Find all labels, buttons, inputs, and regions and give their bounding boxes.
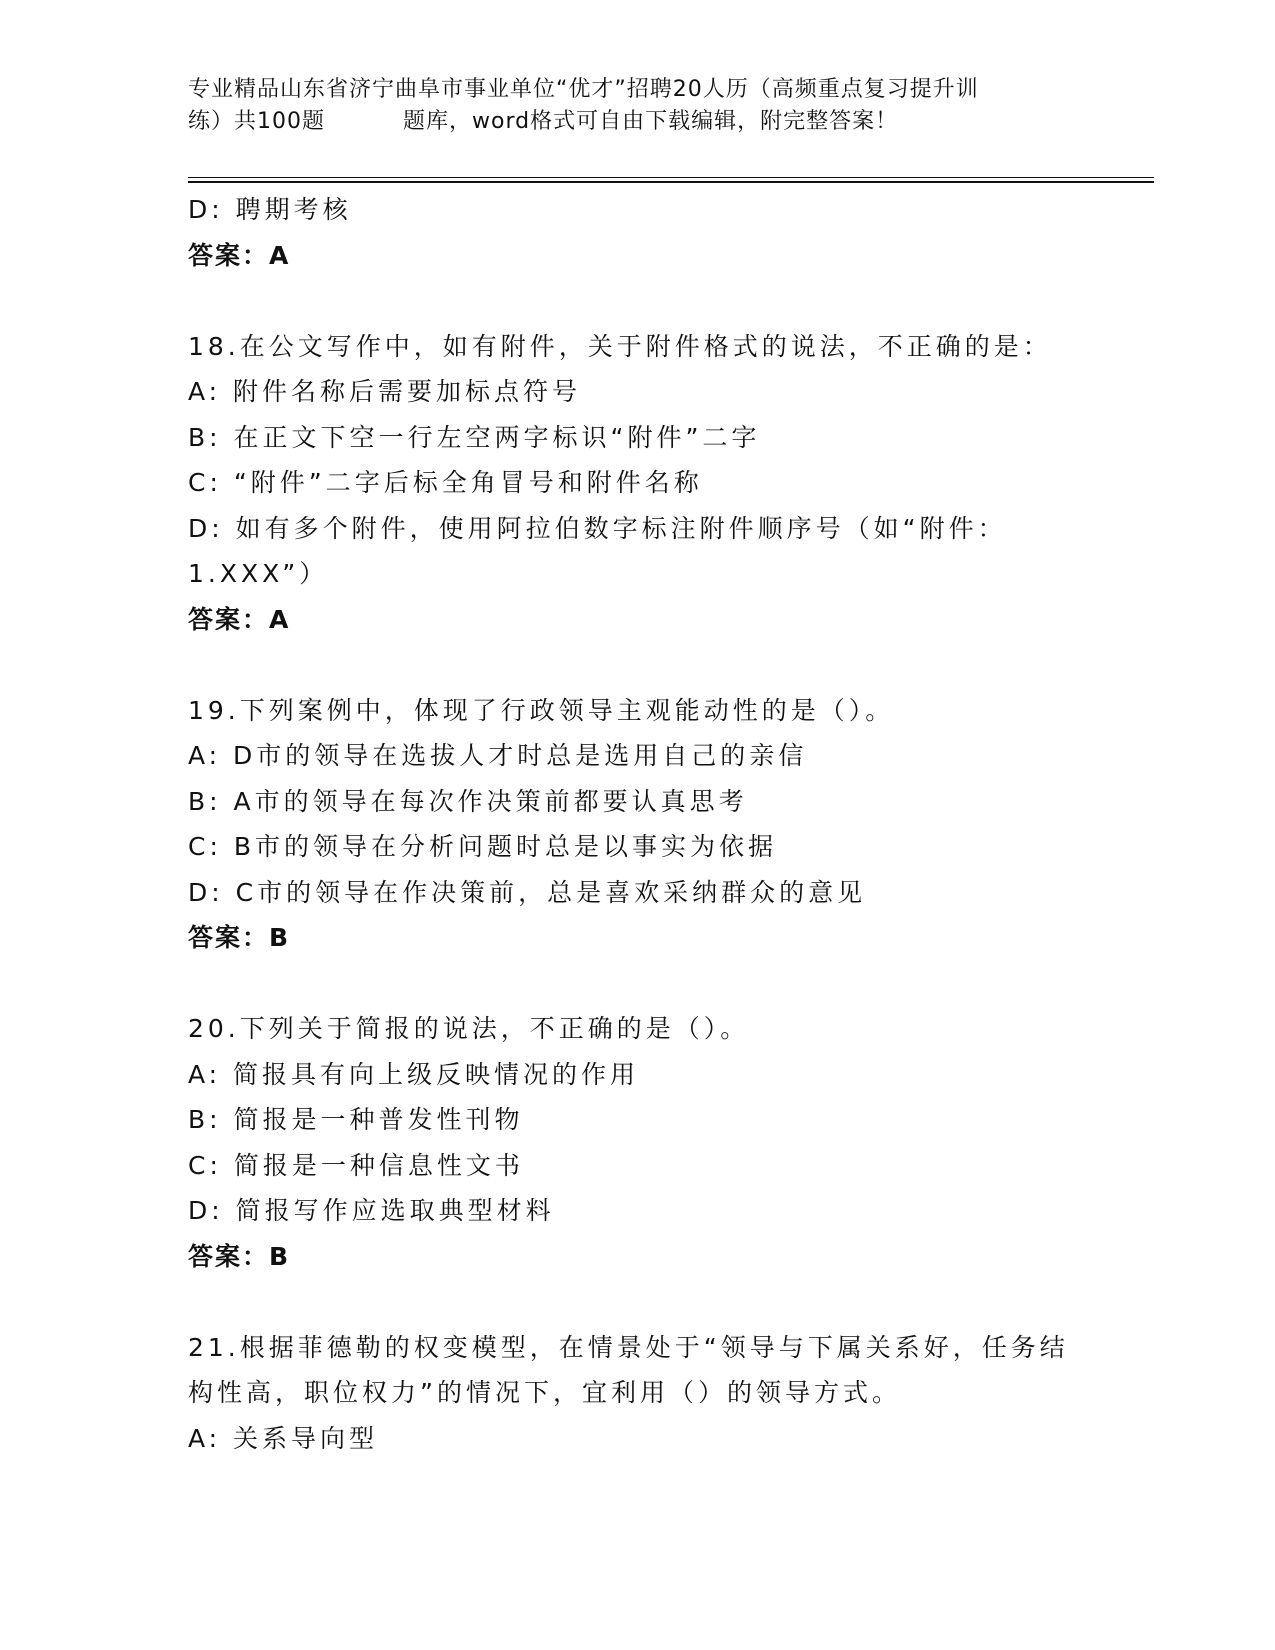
header-line-2	[188, 106, 1088, 138]
header-rule-thin	[188, 177, 1154, 178]
question-stem-continued: 构性高，职位权力”的情况下，宜利用（）的领导方式。	[188, 1378, 901, 1407]
option-b: B: A市的领导在每次作决策前都要认真思考	[188, 786, 748, 816]
answer-line: 答案：B	[188, 1241, 291, 1271]
option-a: A: 附件名称后需要加标点符号	[188, 377, 582, 406]
option-d: D: 聘期考核	[188, 195, 352, 224]
header-line-1: 专业精品山东省济宁曲阜市事业单位“优才”招聘20人历（高频重点复习提升训	[188, 77, 979, 102]
option-d: D: 如有多个附件，使用阿拉伯数字标注附件顺序号（如“附件：	[188, 513, 1007, 543]
answer-line: 答案：A	[188, 240, 291, 270]
option-d: D: C市的领导在作决策前，总是喜欢采纳群众的意见	[188, 877, 867, 907]
option-a: A: D市的领导在选拔人才时总是选用自己的亲信	[188, 741, 808, 770]
option-d-continued: 1.XXX”）	[188, 559, 329, 588]
question-stem: 20.下列关于简报的说法，不正确的是（）。	[188, 1014, 750, 1043]
option-a: A: 简报具有向上级反映情况的作用	[188, 1059, 640, 1089]
question-stem: 18.在公文写作中，如有附件，关于附件格式的说法，不正确的是：	[188, 331, 1052, 361]
option-c: C: 简报是一种信息性文书	[188, 1150, 524, 1180]
header-rule-thick	[188, 181, 1154, 183]
option-d: D: 简报写作应选取典型材料	[188, 1196, 555, 1225]
answer-line: 答案：B	[188, 923, 291, 952]
page-header	[188, 74, 1088, 138]
option-c: C: B市的领导在分析问题时总是以事实为依据	[188, 832, 777, 861]
option-b: B: 简报是一种普发性刊物	[188, 1105, 524, 1134]
question-20	[188, 1006, 1088, 1279]
option-a: A: 关系导向型	[188, 1423, 379, 1453]
option-b: B: 在正文下空一行左空两字标识“附件”二字	[188, 422, 761, 452]
header-line-2-part-a: 练）共100题	[188, 109, 325, 134]
answer-line: 答案：A	[188, 604, 291, 634]
question-list	[188, 187, 1088, 1461]
question-17-tail	[188, 187, 1088, 278]
question-stem: 19.下列案例中，体现了行政领导主观能动性的是（）。	[188, 695, 895, 725]
question-stem: 21.根据菲德勒的权变模型，在情景处于“领导与下属关系好，任务结	[188, 1332, 1069, 1362]
option-c: C: “附件”二字后标全角冒号和附件名称	[188, 468, 703, 497]
question-19	[188, 688, 1088, 961]
question-18	[188, 324, 1088, 643]
header-line-2-part-b: 题库，word格式可自由下载编辑，附完整答案！	[403, 109, 899, 134]
question-21	[188, 1325, 1088, 1462]
